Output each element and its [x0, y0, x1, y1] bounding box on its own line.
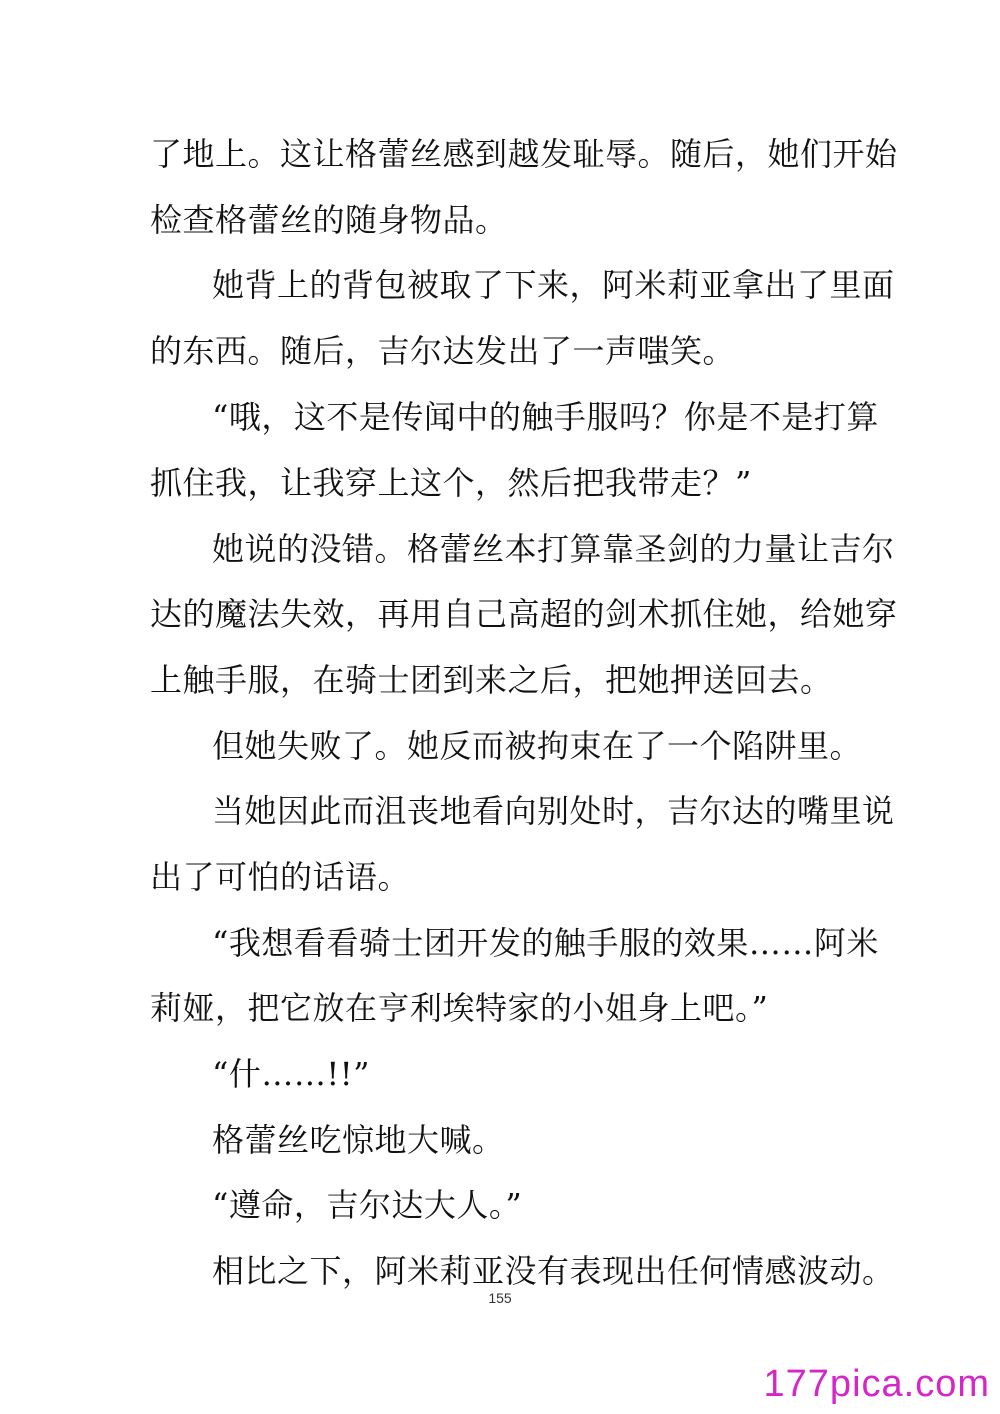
text-line: 的东西。随后，吉尔达发出了一声嗤笑。	[150, 332, 736, 370]
text-line: “什……!!”	[212, 1055, 370, 1093]
text-line: 出了可怕的话语。	[150, 858, 411, 896]
text-line: “遵命，吉尔达大人。”	[212, 1186, 523, 1224]
text-line: 检查格蕾丝的随身物品。	[150, 201, 508, 239]
page-number: 155	[488, 1290, 512, 1306]
text-line: 但她失败了。她反而被拘束在了一个陷阱里。	[212, 727, 863, 765]
text-line: “哦，这不是传闻中的触手服吗？你是不是打算	[212, 398, 879, 436]
text-line: 格蕾丝吃惊地大喊。	[212, 1121, 505, 1159]
text-line: “我想看看骑士团开发的触手服的效果……阿米	[212, 924, 879, 962]
watermark: 177pica.com	[763, 1363, 990, 1405]
text-line: 她说的没错。格蕾丝本打算靠圣剑的力量让吉尔	[212, 530, 895, 568]
text-line: 了地上。这让格蕾丝感到越发耻辱。随后，她们开始	[150, 135, 898, 173]
text-line: 抓住我，让我穿上这个，然后把我带走？”	[150, 464, 752, 502]
text-line: 当她因此而沮丧地看向别处时，吉尔达的嘴里说	[212, 792, 895, 830]
text-line: 达的魔法失效，再用自己高超的剑术抓住她，给她穿	[150, 595, 898, 633]
text-line: 莉娅，把它放在亨利埃特家的小姐身上吧。”	[150, 989, 769, 1027]
text-line: 她背上的背包被取了下来，阿米莉亚拿出了里面	[212, 266, 895, 304]
text-line: 上触手服，在骑士团到来之后，把她押送回去。	[150, 661, 833, 699]
text-line: 相比之下，阿米莉亚没有表现出任何情感波动。	[212, 1252, 895, 1290]
